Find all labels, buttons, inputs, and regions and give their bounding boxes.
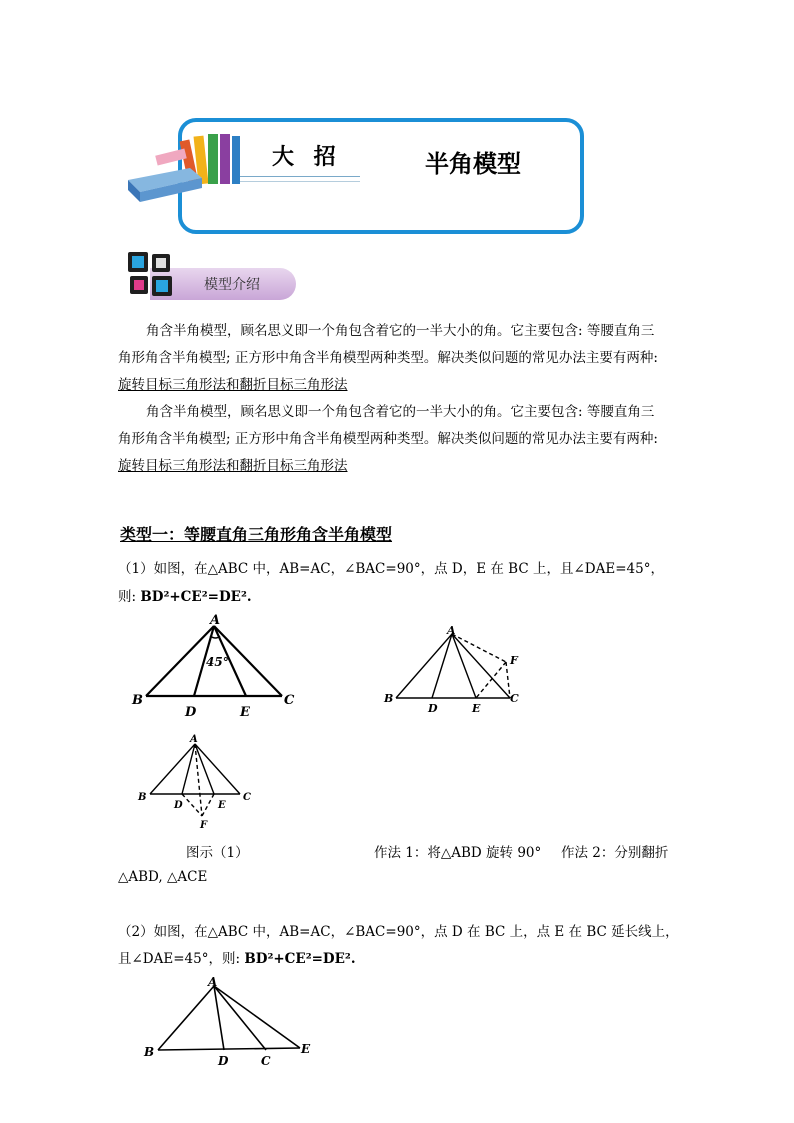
figure-caption: 图示（1） xyxy=(186,845,249,861)
books-icon xyxy=(120,130,250,210)
vertex-label: A xyxy=(210,613,221,628)
banner-divider xyxy=(240,176,360,177)
vertex-label: E xyxy=(472,702,481,714)
method-2-caption: 作法 2：分别翻折 xyxy=(561,845,669,861)
text-line: 旋转目标三角形法和翻折目标三角形法 xyxy=(118,377,348,393)
intro-paragraph-1 xyxy=(118,318,678,399)
method-1-caption: 作法 1：将△ABD 旋转 90° xyxy=(374,845,542,861)
vertex-label: C xyxy=(243,792,251,803)
question-2-line-2 xyxy=(118,947,356,967)
vertex-label: E xyxy=(240,705,250,720)
text-line: 旋转目标三角形法和翻折目标三角形法 xyxy=(118,458,348,474)
vertex-label: D xyxy=(428,702,438,714)
banner-divider xyxy=(240,181,360,182)
vertex-label: F xyxy=(200,820,208,831)
text-line: 角形角含半角模型; 正方形中角含半角模型两种类型。解决类似问题的常见办法主要有两种: xyxy=(118,431,658,447)
figure-2 xyxy=(380,622,525,714)
question-1-line-1: （1）如图，在△ABC 中，AB=AC，∠BAC=90°，点 D，E 在 BC 上，且∠DAE=45°， xyxy=(118,561,664,577)
vertex-label: A xyxy=(447,624,456,637)
section-title: 类型一：等腰直角三角形角含半角模型 xyxy=(120,525,393,544)
grid-icon xyxy=(126,250,178,302)
figure-1 xyxy=(130,612,305,720)
vertex-label: D xyxy=(174,800,183,811)
vertex-label: C xyxy=(510,692,519,705)
figure-3 xyxy=(130,728,255,832)
vertex-label: D xyxy=(185,705,197,720)
question-1-line-2 xyxy=(118,585,252,605)
formula: BD²+CE²=DE². xyxy=(244,951,356,967)
formula: BD²+CE²=DE². xyxy=(140,589,252,605)
vertex-label: B xyxy=(132,693,143,708)
vertex-label: A xyxy=(208,975,218,989)
angle-label: 45° xyxy=(206,655,229,669)
vertex-label: C xyxy=(261,1054,271,1068)
intro-paragraph-2 xyxy=(118,399,678,480)
text-line: 角含半角模型，顾名思义即一个角包含着它的一半大小的角。它主要包含: 等腰直角三 xyxy=(146,323,655,339)
vertex-label: C xyxy=(284,693,295,708)
vertex-label: B xyxy=(144,1045,155,1059)
text-line: 角形角含半角模型; 正方形中角含半角模型两种类型。解决类似问题的常见办法主要有两种: xyxy=(118,350,658,366)
text-prefix: 且∠DAE=45°，则: xyxy=(118,951,245,967)
text-prefix: 则: xyxy=(118,589,141,605)
vertex-label: B xyxy=(384,692,394,705)
text-line: 角含半角模型，顾名思义即一个角包含着它的一半大小的角。它主要包含: 等腰直角三 xyxy=(146,404,655,420)
page-title: 半角模型 xyxy=(425,150,521,178)
question-2-line-1: （2）如图，在△ABC 中，AB=AC，∠BAC=90°，点 D 在 BC 上，点 E 在 BC 延长线上， xyxy=(118,924,679,940)
vertex-label: E xyxy=(218,800,226,811)
vertex-label: D xyxy=(218,1054,229,1068)
vertex-label: F xyxy=(510,654,518,667)
figure-4 xyxy=(140,972,320,1072)
vertex-label: A xyxy=(190,734,198,745)
banner-left-title: 大 招 xyxy=(272,145,342,170)
section-label: 模型介绍 xyxy=(204,277,260,293)
vertex-label: E xyxy=(301,1042,311,1056)
method-2-caption-cont: △ABD, △ACE xyxy=(118,869,208,885)
vertex-label: B xyxy=(138,792,147,803)
